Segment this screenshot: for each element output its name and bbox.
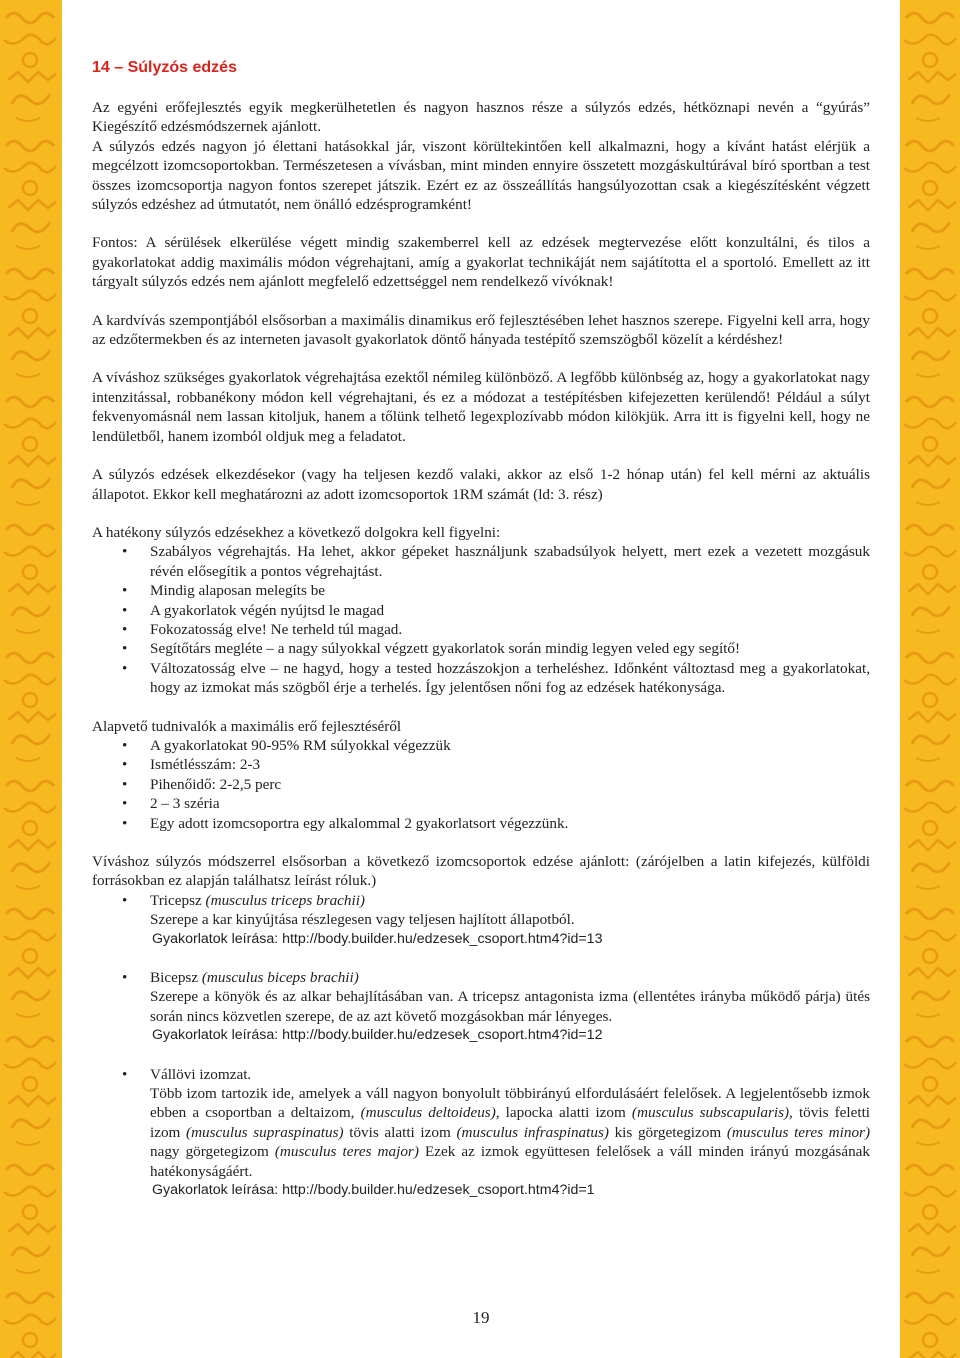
bullet: • <box>122 543 128 561</box>
muscle-shoulder <box>92 1065 870 1201</box>
exercise-link[interactable]: Gyakorlatok leírása: http://body.builder.hu/edzesek_csoport.htm4?id=1 <box>152 1182 595 1199</box>
muscle-description: Szerepe a könyök és az alkar behajlításában van. A tricepsz antagonista izma (ellentétes irányba működő párja) ütés során nincs közvetlen szerepe, de az azt követő mozgásokban már lényeges. <box>150 988 870 1025</box>
intro-paragraph-1: Az egyéni erőfejlesztés egyik megkerülhetetlen és nagyon hasznos része a súlyzós edzés, hétköznapi nevén a “gyúrás” Kiegészítő edzésmódszernek ajánlott. <box>92 99 870 136</box>
list-item: • Szabályos végrehajtás. Ha lehet, akkor gépeket használjunk szabadsúlyok helyett, mert ezek a vezetett mozgásuk révén elősegítik a pontos végrehajtást. <box>122 543 870 580</box>
bullet: • <box>122 756 128 774</box>
muscle-biceps <box>92 968 870 1046</box>
checklist <box>92 542 870 697</box>
document-content <box>92 58 870 1220</box>
list-item: • Segítőtárs megléte – a nagy súlyokkal végzett gyakorlatok során mindig legyen veled egy segítő! <box>122 640 741 658</box>
max-strength-list <box>92 736 870 833</box>
checklist-heading: A hatékony súlyzós edzésekhez a következő dolgokra kell figyelni: <box>92 523 501 541</box>
latin-name: (musculus deltoideus), <box>360 1104 500 1122</box>
bullet: • <box>122 736 128 754</box>
latin-name: (musculus subscapularis), <box>631 1104 793 1122</box>
assessment-paragraph: A súlyzós edzések elkezdésekor (vagy ha teljesen kezdő valaki, akkor az első 1-2 hónap után) fel kell mérni az aktuális állapotot. Ekkor kell meghatározni az adott izomcsoportok 1RM számát (ld: 3. rész) <box>92 466 870 503</box>
bullet: • <box>122 1065 128 1083</box>
list-item: • Pihenőidő: 2-2,5 perc <box>122 775 282 793</box>
warning-paragraph: Fontos: A sérülések elkerülése végett mindig szakemberrel kell az edzések megtervezése előtt konzultálni, és tilos a gyakorlatokat addig maximális módon végrehajtani, amíg a gyakorlat technikáját nem sajátította el a sportoló. Emellett az itt tárgyalt súlyzós edzés nem ajánlott megfelelő edzettséggel nem rendelkező vívóknak! <box>92 234 870 291</box>
decorative-border-left <box>0 0 62 1358</box>
muscle-heading: • Tricepsz (musculus triceps brachii) <box>122 891 365 909</box>
bullet: • <box>122 775 128 793</box>
list-item: • A gyakorlatok végén nyújtsd le magad <box>122 601 385 619</box>
muscle-triceps <box>92 891 870 949</box>
bullet: • <box>122 659 128 677</box>
muscle-description: Szerepe a kar kinyújtása részlegesen vagy teljesen hajlított állapotból. <box>150 911 575 929</box>
max-strength-heading: Alapvető tudnivalók a maximális erő fejlesztéséről <box>92 717 402 735</box>
list-item: • Változatosság elve – ne hagyd, hogy a tested hozzászokjon a terheléshez. Időnként változtasd meg a gyakorlatokat, hogy az izmokat más szögből érje a terhelés. Így jelentősen nőni fog az edzések hatékonysága. <box>122 659 870 697</box>
muscle-heading: • Vállövi izomzat. <box>122 1065 252 1083</box>
bullet: • <box>122 620 128 638</box>
list-item: • Mindig alaposan melegíts be <box>122 582 326 600</box>
latin-name: (musculus triceps brachii) <box>205 891 365 909</box>
latin-name: (musculus teres minor) <box>726 1123 871 1141</box>
sabre-paragraph: A kardvívás szempontjából elsősorban a maximális dinamikus erő fejlesztésében lehet hasznos szerepe. Figyelni kell arra, hogy az edzőtermekben és az interneten javasolt gyakorlatok döntő hányada testépítő szemszögből közelít a kérdéshez! <box>92 311 870 349</box>
exercise-link[interactable]: Gyakorlatok leírása: http://body.builder.hu/edzesek_csoport.htm4?id=13 <box>152 930 603 947</box>
section-title: 14 – Súlyzós edzés <box>92 59 237 76</box>
muscle-groups-intro: Víváshoz súlyzós módszerrel elsősorban a következő izomcsoportok edzése ajánlott: (zárójelben a latin kifejezés, külföldi forrásokban ez alapján találhatsz leírást róluk.) <box>92 853 870 890</box>
bullet: • <box>122 582 128 600</box>
list-item: • 2 – 3 széria <box>122 795 220 813</box>
scribble-pattern-left <box>0 0 62 1358</box>
page-number: 19 <box>472 1308 490 1327</box>
difference-paragraph: A víváshoz szükséges gyakorlatok végrehajtása ezektől némileg különböző. A legfőbb különbség az, hogy a gyakorlatokat nagy intenzitással, robbanékony módon kell végrehajtani, és ez a módozat a testépítésben kifejezetten kerülendő! Például a súlyt fekvenyomásnál nem lassan kitoljuk, hanem a tőlünk telhető legexplozívabb módon kilökjük. Arra itt is figyelni kell, hogy ne lendületből, hanem izomból oldjuk meg a feladatot. <box>92 369 870 445</box>
latin-name: (musculus teres major) <box>274 1143 419 1161</box>
list-item: • A gyakorlatokat 90-95% RM súlyokkal végezzük <box>122 736 451 754</box>
exercise-link[interactable]: Gyakorlatok leírása: http://body.builder.hu/edzesek_csoport.htm4?id=12 <box>152 1027 603 1044</box>
muscle-heading: • Bicepsz (musculus biceps brachii) <box>122 969 359 987</box>
page <box>62 0 900 1358</box>
latin-name: (musculus biceps brachii) <box>201 969 359 987</box>
muscle-description: Több izom tartozik ide, amelyek a váll nagyon bonyolult többirányú elfordulásáért felelősek. A legjelentősebb izmok ebben a csoportban a deltaizom, (musculus deltoideus), lapocka alatti izom (musculus subscapularis), tövis feletti izom (musculus supraspinatus) tövis alatti izom (musculus infraspinatus) kis görgetegizom (musculus teres minor) nagy görgetegizom (musculus teres major) Ezek az izmok együttesen felelősek a váll minden irányú mozgásának hatékonyságáért. <box>150 1085 871 1180</box>
latin-name: (musculus infraspinatus) <box>456 1123 609 1141</box>
bullet: • <box>122 795 128 813</box>
bullet: • <box>122 814 128 832</box>
scribble-pattern-right <box>900 0 960 1358</box>
bullet: • <box>122 969 128 987</box>
decorative-border-right <box>900 0 960 1358</box>
bullet: • <box>122 640 128 658</box>
list-item: • Fokozatosság elve! Ne terheld túl magad. <box>122 620 403 638</box>
latin-name: (musculus supraspinatus) <box>186 1123 344 1141</box>
bullet: • <box>122 601 128 619</box>
intro-paragraph-2: A súlyzós edzés nagyon jó élettani hatásokkal jár, viszont körültekintően kell alkalmazni, hogy a kívánt hatást elérjük a megcélzott izomcsoportokban. Természetesen a vívásban, mint minden ennyire összetett mozgáskultúrával bíró sportban a test összes izomcsoportja nagyon fontos szerepet játszik. Ezért ez az összeállítás hangsúlyozottan csak a kiegészítésként végzett súlyzós edzéshez ad útmutatót, nem önálló edzésprogramként! <box>92 137 870 214</box>
list-item: • Ismétlésszám: 2-3 <box>122 756 261 774</box>
list-item: • Egy adott izomcsoportra egy alkalommal 2 gyakorlatsort végezzünk. <box>122 814 569 832</box>
bullet: • <box>122 891 128 909</box>
